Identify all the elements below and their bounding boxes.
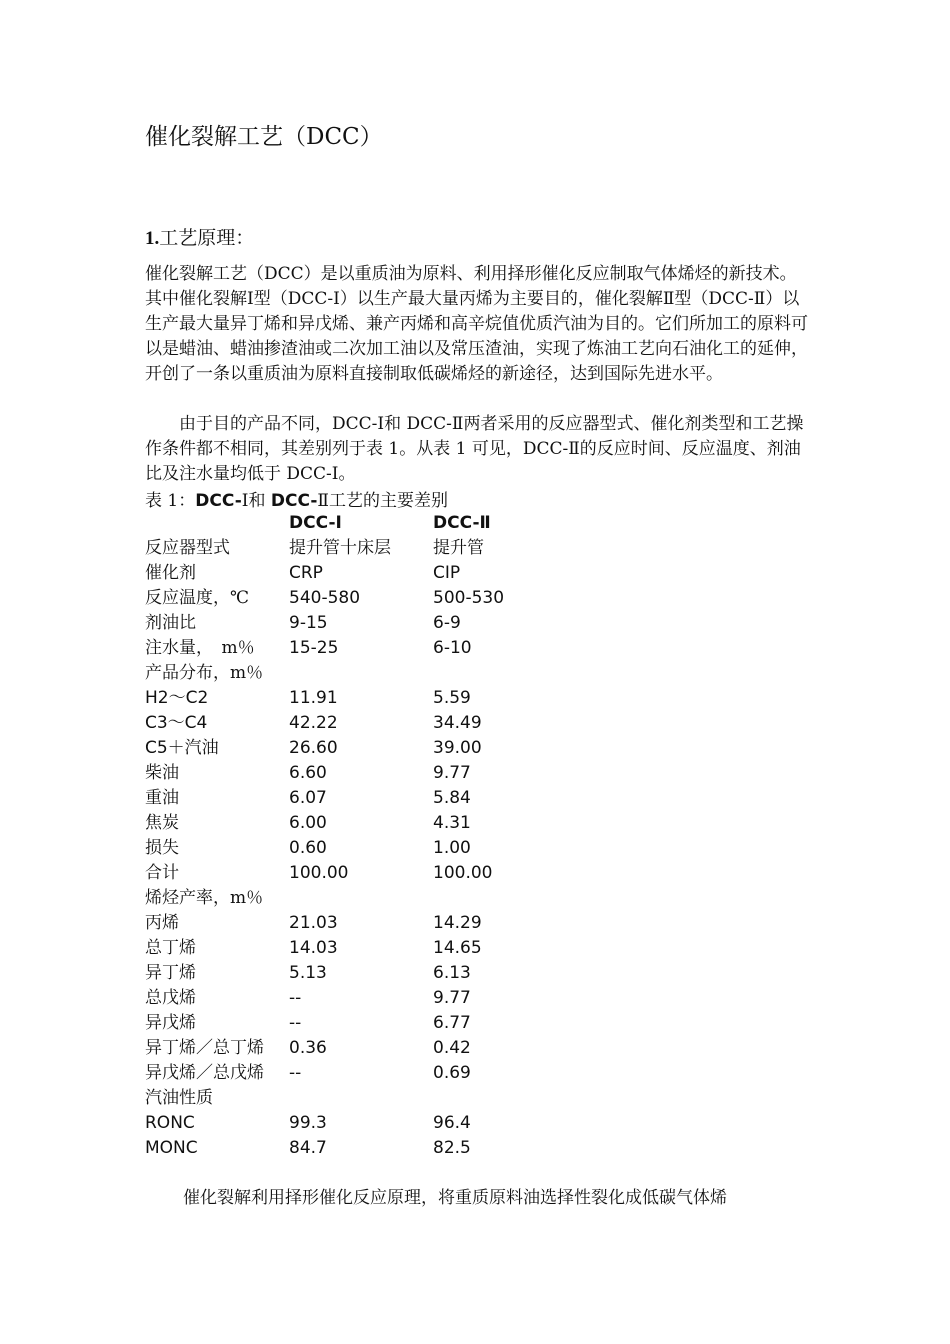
cell-dcc2: 9.77 bbox=[433, 763, 471, 783]
cell-dcc2: 6.13 bbox=[433, 963, 471, 983]
cell-dcc1: -- bbox=[289, 1063, 302, 1083]
cell-dcc1: 6.60 bbox=[289, 763, 327, 783]
row-label: 损失 bbox=[145, 838, 179, 858]
row-label: 剂油比 bbox=[145, 613, 196, 633]
table-row bbox=[145, 886, 565, 911]
table-row bbox=[145, 636, 565, 661]
row-label: 异戊烯／总戊烯 bbox=[145, 1063, 264, 1083]
cell-dcc1: 540-580 bbox=[289, 588, 361, 608]
cell-dcc1: 99.3 bbox=[289, 1113, 327, 1133]
table-row bbox=[145, 786, 565, 811]
table-header-row bbox=[145, 511, 565, 536]
column-header-dcc2: DCC-Ⅱ bbox=[433, 513, 491, 533]
section-number: 1. bbox=[145, 228, 160, 249]
cell-dcc2: 6.77 bbox=[433, 1013, 471, 1033]
cell-dcc1: 15-25 bbox=[289, 638, 339, 658]
cell-dcc2: 1.00 bbox=[433, 838, 471, 858]
cell-dcc1: -- bbox=[289, 988, 302, 1008]
closing-paragraph: 催化裂解利用择形催化反应原理，将重质原料油选择性裂化成低碳气体烯 bbox=[183, 1188, 727, 1208]
row-label: 产品分布，m％ bbox=[145, 663, 264, 683]
cell-dcc2: 4.31 bbox=[433, 813, 471, 833]
table-row bbox=[145, 986, 565, 1011]
cell-dcc1: 100.00 bbox=[289, 863, 349, 883]
cell-dcc1: 6.00 bbox=[289, 813, 327, 833]
cell-dcc1: 5.13 bbox=[289, 963, 327, 983]
row-label: 焦炭 bbox=[145, 813, 179, 833]
row-label: 异丁烯 bbox=[145, 963, 196, 983]
section-label: 工艺原理： bbox=[159, 227, 255, 249]
table-row bbox=[145, 586, 565, 611]
row-label: 汽油性质 bbox=[145, 1088, 213, 1108]
row-label: C3～C4 bbox=[145, 713, 208, 733]
comparison-table bbox=[145, 511, 565, 1161]
table-row bbox=[145, 686, 565, 711]
row-label: H2～C2 bbox=[145, 688, 209, 708]
table-row bbox=[145, 1111, 565, 1136]
table-row bbox=[145, 861, 565, 886]
cell-dcc2: CIP bbox=[433, 563, 461, 583]
cell-dcc2: 6-9 bbox=[433, 613, 461, 633]
row-label: 催化剂 bbox=[145, 563, 196, 583]
table-caption: 表 1：DCC-Ⅰ和 DCC-Ⅱ工艺的主要差别 bbox=[145, 491, 448, 511]
cell-dcc2: 提升管 bbox=[433, 538, 484, 558]
cell-dcc2: 0.69 bbox=[433, 1063, 471, 1083]
cell-dcc1: 11.91 bbox=[289, 688, 338, 708]
table-row bbox=[145, 1036, 565, 1061]
table-row bbox=[145, 736, 565, 761]
cell-dcc2: 82.5 bbox=[433, 1138, 471, 1158]
table-row bbox=[145, 711, 565, 736]
table-row bbox=[145, 561, 565, 586]
row-label: C5＋汽油 bbox=[145, 738, 219, 758]
page-title: 催化裂解工艺（DCC） bbox=[145, 124, 383, 150]
table-row bbox=[145, 961, 565, 986]
cell-dcc1: 6.07 bbox=[289, 788, 327, 808]
table-row bbox=[145, 661, 565, 686]
row-label: 柴油 bbox=[145, 763, 179, 783]
table-row bbox=[145, 1086, 565, 1111]
cell-dcc1: 21.03 bbox=[289, 913, 338, 933]
column-header-dcc1: DCC-Ⅰ bbox=[289, 513, 342, 533]
cell-dcc2: 39.00 bbox=[433, 738, 482, 758]
row-label: MONC bbox=[145, 1138, 198, 1158]
table-row bbox=[145, 761, 565, 786]
cell-dcc1: 14.03 bbox=[289, 938, 338, 958]
table-row bbox=[145, 836, 565, 861]
cell-dcc2: 14.65 bbox=[433, 938, 482, 958]
cell-dcc2: 500-530 bbox=[433, 588, 505, 608]
cell-dcc2: 6-10 bbox=[433, 638, 472, 658]
row-label: 总戊烯 bbox=[145, 988, 196, 1008]
row-label: 反应器型式 bbox=[145, 538, 230, 558]
cell-dcc1: 42.22 bbox=[289, 713, 338, 733]
cell-dcc1: 84.7 bbox=[289, 1138, 327, 1158]
table-row bbox=[145, 1136, 565, 1161]
table-row bbox=[145, 811, 565, 836]
cell-dcc1: 26.60 bbox=[289, 738, 338, 758]
paragraph-principle: 催化裂解工艺（DCC）是以重质油为原料、利用择形催化反应制取气体烯烃的新技术。其中催化裂解Ⅰ型（DCC-Ⅰ）以生产最大量丙烯为主要目的，催化裂解Ⅱ型（DCC-Ⅱ）以生产最大量异丁烯和异戊烯、兼产丙烯和高辛烷值优质汽油为目的。它们所加工的原料可以是蜡油、蜡油掺渣油或二次加工油以及常压渣油，实现了炼油工艺向石油化工的延伸，开创了一条以重质油为原料直接制取低碳烯烃的新途径，达到国际先进水平。 bbox=[145, 264, 808, 384]
table-row bbox=[145, 611, 565, 636]
cell-dcc1: CRP bbox=[289, 563, 323, 583]
cell-dcc2: 34.49 bbox=[433, 713, 482, 733]
row-label: 注水量， m％ bbox=[145, 638, 255, 658]
cell-dcc1: 0.36 bbox=[289, 1038, 327, 1058]
row-label: RONC bbox=[145, 1113, 195, 1133]
section-heading bbox=[145, 223, 254, 250]
table-row bbox=[145, 1011, 565, 1036]
row-label: 异戊烯 bbox=[145, 1013, 196, 1033]
cell-dcc1: -- bbox=[289, 1013, 302, 1033]
row-label: 异丁烯／总丁烯 bbox=[145, 1038, 264, 1058]
cell-dcc2: 100.00 bbox=[433, 863, 493, 883]
cell-dcc1: 9-15 bbox=[289, 613, 328, 633]
cell-dcc2: 14.29 bbox=[433, 913, 482, 933]
cell-dcc1: 0.60 bbox=[289, 838, 327, 858]
cell-dcc1: 提升管十床层 bbox=[289, 538, 391, 558]
cell-dcc2: 9.77 bbox=[433, 988, 471, 1008]
table-row bbox=[145, 911, 565, 936]
cell-dcc2: 5.84 bbox=[433, 788, 471, 808]
cell-dcc2: 0.42 bbox=[433, 1038, 471, 1058]
row-label: 总丁烯 bbox=[145, 938, 196, 958]
table-row bbox=[145, 1061, 565, 1086]
paragraph-difference: 由于目的产品不同，DCC-Ⅰ和 DCC-Ⅱ两者采用的反应器型式、催化剂类型和工艺操作条件都不相同，其差别列于表 1。从表 1 可见，DCC-Ⅱ的反应时间、反应温度、剂油比及注水量均低于 DCC-Ⅰ。 bbox=[145, 414, 804, 484]
row-label: 合计 bbox=[145, 863, 179, 883]
row-label: 重油 bbox=[145, 788, 179, 808]
cell-dcc2: 5.59 bbox=[433, 688, 471, 708]
row-label: 反应温度，℃ bbox=[145, 588, 250, 608]
row-label: 丙烯 bbox=[145, 913, 179, 933]
table-row bbox=[145, 536, 565, 561]
row-label: 烯烃产率，m％ bbox=[145, 888, 264, 908]
cell-dcc2: 96.4 bbox=[433, 1113, 471, 1133]
table-row bbox=[145, 936, 565, 961]
